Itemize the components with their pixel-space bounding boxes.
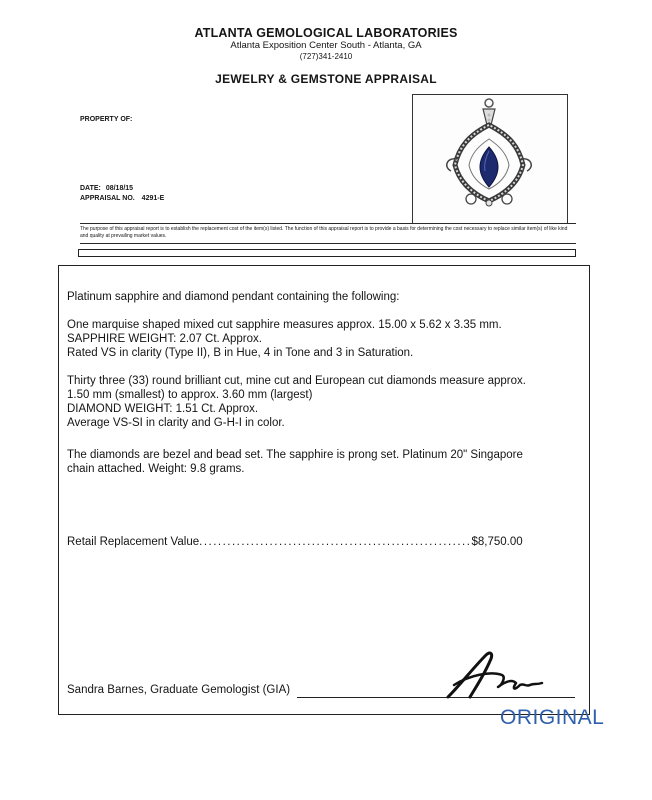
pendant-illustration xyxy=(413,95,567,223)
appraisal-label: APPRAISAL NO. xyxy=(80,195,135,202)
appraisal-row xyxy=(80,195,164,202)
diamond-line: Average VS-SI in clarity and G-H-I in color. xyxy=(67,417,285,429)
setting-block xyxy=(67,448,582,476)
retail-value-row xyxy=(67,536,582,548)
purpose-bottom-rule xyxy=(80,243,576,244)
setting-line: chain attached. Weight: 9.8 grams. xyxy=(67,463,245,475)
signer-name: Sandra Barnes, Graduate Gemologist (GIA) xyxy=(67,684,291,696)
document-title: JEWELRY & GEMSTONE APPRAISAL xyxy=(215,72,437,86)
diamond-block xyxy=(67,374,582,430)
original-stamp: ORIGINAL xyxy=(500,706,605,729)
sapphire-line: One marquise shaped mixed cut sapphire measures approx. 15.00 x 5.62 x 3.35 mm. xyxy=(67,319,502,331)
sapphire-line: SAPPHIRE WEIGHT: 2.07 Ct. Approx. xyxy=(67,333,262,345)
pendant-photo xyxy=(412,94,568,224)
purpose-top-rule xyxy=(80,223,576,224)
diamond-line: Thirty three (33) round brilliant cut, mine cut and European cut diamonds measure approx. xyxy=(67,375,526,387)
handwritten-signature xyxy=(440,645,550,705)
sapphire-block xyxy=(67,318,582,360)
purpose-statement: The purpose of this appraisal report is to establish the replacement cost of the item(s) listed. The function of this appraisal report is to provide a basis for determining the cost necessary to replace similar item(s) of like kind and quality at prevailing market values. xyxy=(80,226,568,239)
date-label: DATE: xyxy=(80,185,101,192)
diamond-line: 1.50 mm (smallest) to approx. 3.60 mm (largest) xyxy=(67,389,313,401)
retail-value-label: Retail Replacement Value xyxy=(67,536,200,548)
date-row xyxy=(80,185,133,192)
header-bar xyxy=(78,249,576,257)
appraisal-value: 4291-E xyxy=(141,195,165,202)
sapphire-line: Rated VS in clarity (Type II), B in Hue, 4 in Tone and 3 in Saturation. xyxy=(67,347,414,359)
date-value: 08/18/15 xyxy=(105,185,134,192)
lab-address: Atlanta Exposition Center South - Atlanta, GA xyxy=(230,40,422,51)
dot-leader: .......................................................... xyxy=(199,536,472,548)
diamond-line: DIAMOND WEIGHT: 1.51 Ct. Approx. xyxy=(67,403,259,415)
description-intro: Platinum sapphire and diamond pendant containing the following: xyxy=(67,291,400,303)
lab-name: ATLANTA GEMOLOGICAL LABORATORIES xyxy=(194,26,458,40)
property-of-label: PROPERTY OF: xyxy=(80,116,133,123)
setting-line: The diamonds are bezel and bead set. The sapphire is prong set. Platinum 20" Singapore xyxy=(67,449,523,461)
retail-value-amount: $8,750.00 xyxy=(471,536,523,548)
lab-phone: (727)341-2410 xyxy=(299,52,353,61)
